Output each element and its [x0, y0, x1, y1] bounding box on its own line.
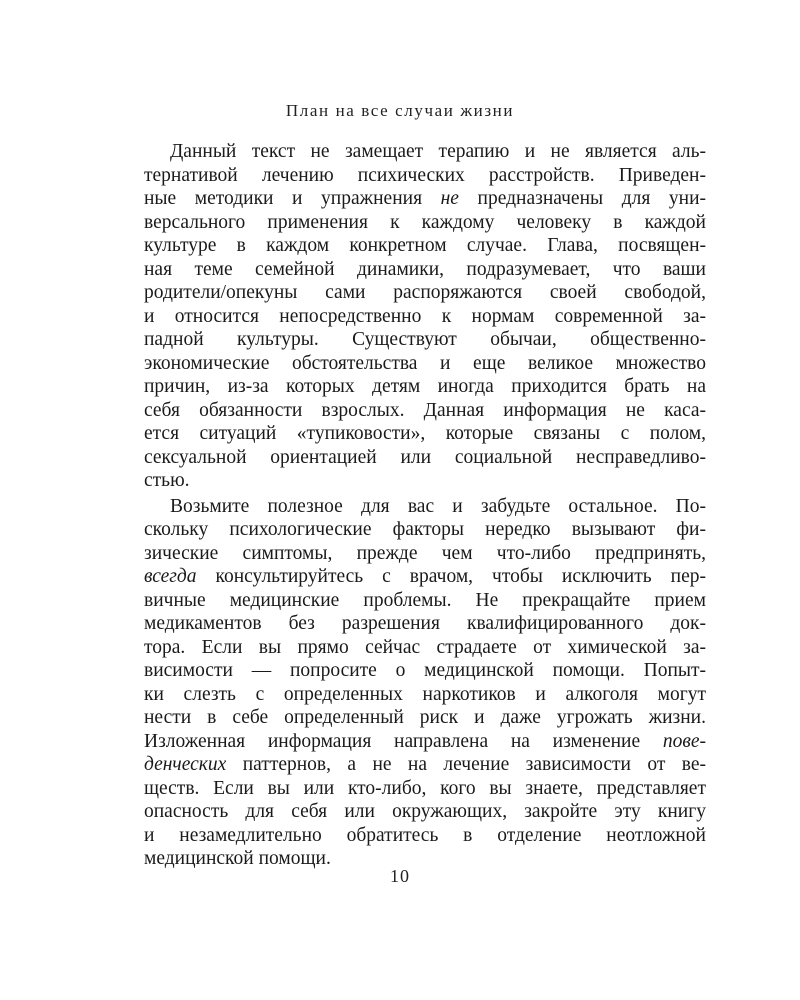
text-segment: ществ. Если вы или кто-либо, кого вы знаете, представляет [144, 777, 706, 799]
text-segment: ная теме семейной динамики, подразумевает, что ваши [144, 258, 706, 280]
text-line [144, 305, 706, 329]
text-segment: предназначены для уни- [458, 188, 706, 209]
text-segment: культуре в каждом конкретном случае. Глава, посвящен- [144, 235, 706, 256]
text-segment: себя обязанности взрослых. Данная информация не каса- [144, 399, 706, 421]
text-line [144, 636, 706, 660]
text-segment: нести в себе определенный риск и даже угрожать жизни. [144, 707, 706, 728]
text-segment: родители/опекуны сами распоряжаются своей свободой, [144, 282, 706, 303]
text-line [144, 659, 706, 683]
text-segment: медикаментов без разрешения квалифицированного док- [144, 613, 706, 634]
text-segment: экономические обстоятельства и еще великое множество [144, 352, 706, 374]
text-line [144, 164, 706, 188]
text-segment: опасность для себя или окружающих, закройте эту книгу [144, 801, 706, 822]
text-line [144, 824, 706, 848]
text-segment: стью. [144, 470, 190, 491]
text-line [144, 730, 706, 754]
text-line [144, 446, 706, 470]
text-line [144, 140, 706, 164]
page-number: 10 [390, 866, 410, 886]
text-segment: и относится непосредственно к нормам современной за- [144, 305, 706, 327]
text-segment: версального применения к каждому человеку в каждой [144, 211, 706, 233]
text-line [144, 375, 706, 399]
text-segment: Возьмите полезное для вас и забудьте остальное. По- [170, 495, 706, 517]
text-segment: и незамедлительно обратитесь в отделение неотложной [144, 824, 706, 846]
text-line [144, 399, 706, 423]
text-line [144, 800, 706, 824]
italic-emphasis: денческих [144, 754, 227, 775]
text-segment: ные методики и упражнения [144, 188, 441, 209]
text-segment: медицинской помощи. [144, 848, 331, 869]
text-line [144, 258, 706, 282]
text-segment: сексуальной ориентацией или социальной несправедливо- [144, 446, 706, 468]
text-segment: ется ситуаций «тупиковости», которые связаны с полом, [144, 423, 706, 444]
text-segment: зические симптомы, прежде чем что-либо предпринять, [144, 542, 706, 564]
text-segment: паттернов, а не на лечение зависимости от ве- [226, 754, 706, 775]
italic-emphasis: всегда [144, 566, 197, 587]
text-line [144, 422, 706, 446]
text-line [144, 777, 706, 801]
text-line [144, 565, 706, 589]
text-line [144, 234, 706, 258]
text-segment: Изложенная информация направлена на изменение [144, 730, 663, 752]
text-line [144, 495, 706, 519]
body-text [144, 140, 706, 871]
text-line [144, 683, 706, 707]
text-line [144, 211, 706, 235]
text-segment: ки слезть с определенных наркотиков и алкоголя могут [144, 683, 706, 705]
text-line [144, 612, 706, 636]
italic-emphasis: пове- [662, 730, 706, 752]
text-segment: причин, из-за которых детям иногда приходится брать на [144, 376, 706, 397]
text-segment: скольку психологические факторы нередко вызывают фи- [144, 519, 706, 540]
text-segment: вичные медицинские проблемы. Не прекращайте прием [144, 589, 706, 611]
italic-emphasis: не [440, 188, 459, 209]
text-segment: консультируйтесь с врачом, чтобы исключить пер- [196, 566, 706, 587]
text-segment: тора. Если вы прямо сейчас страдаете от химической за- [144, 636, 706, 658]
text-line [144, 542, 706, 566]
text-line [144, 328, 706, 352]
text-line [144, 589, 706, 613]
text-line [144, 469, 706, 493]
running-head: План на все случаи жизни [285, 101, 515, 120]
text-segment: Данный текст не замещает терапию и не является аль- [170, 141, 706, 162]
text-line [144, 706, 706, 730]
text-line [144, 753, 706, 777]
text-line [144, 187, 706, 211]
text-segment: падной культуры. Существуют обычаи, общественно- [144, 329, 706, 350]
text-line [144, 352, 706, 376]
text-segment: тернативой лечению психических расстройств. Приведен- [144, 164, 706, 186]
text-line [144, 518, 706, 542]
text-line [144, 281, 706, 305]
text-segment: висимости — попросите о медицинской помощи. Попыт- [144, 660, 706, 681]
